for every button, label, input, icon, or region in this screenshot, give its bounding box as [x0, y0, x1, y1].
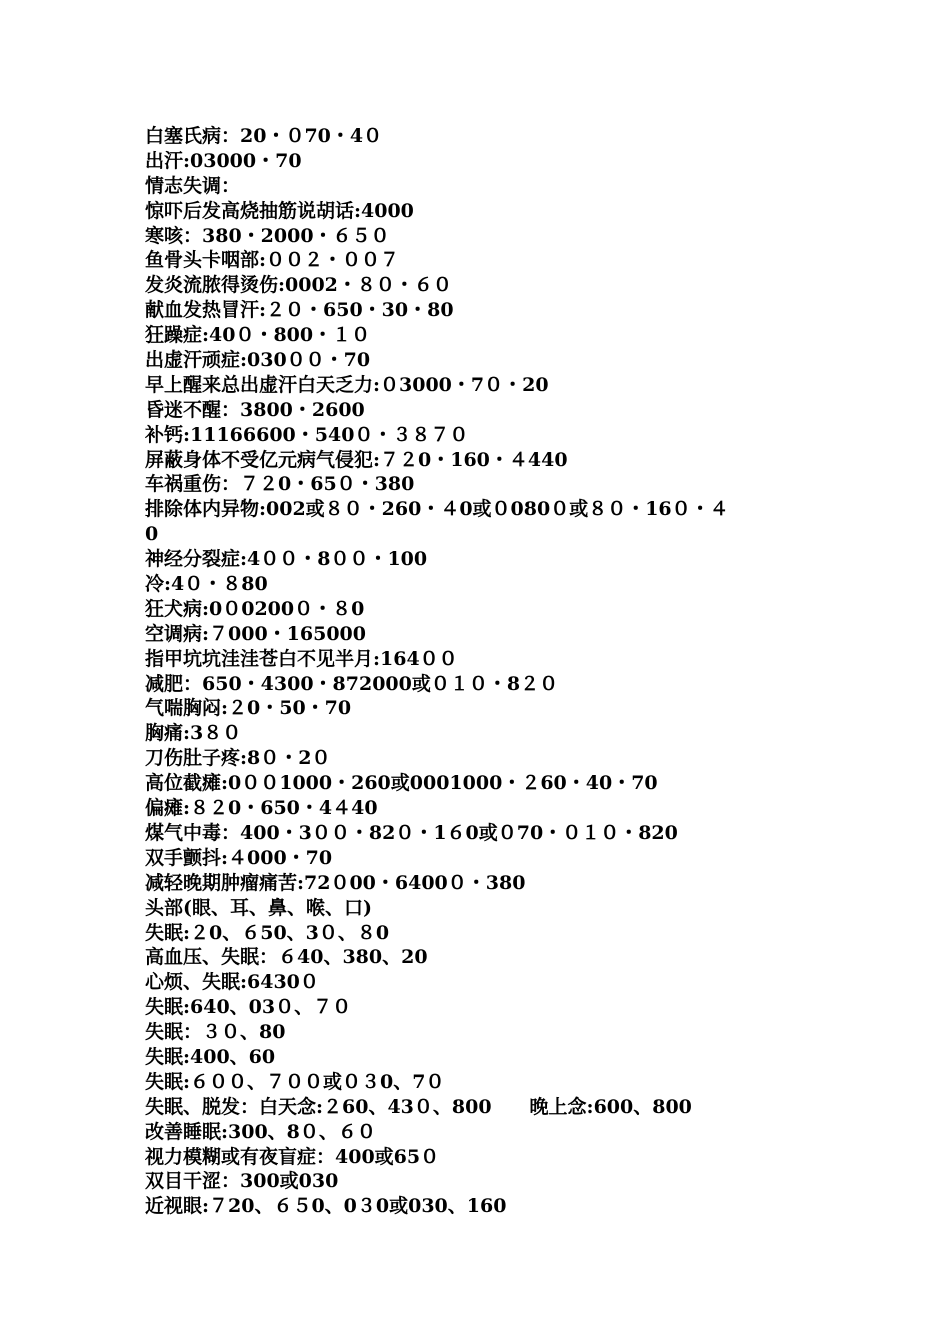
- text-line: 减轻晚期肿瘤痛苦:72０00・6400０・380: [145, 871, 526, 894]
- text-line: 失眠：３０、80: [145, 1021, 286, 1044]
- text-line: 失眠:400、60: [145, 1045, 276, 1068]
- text-line: 胸痛:3８０: [145, 722, 242, 745]
- document-page: [145, 124, 810, 1219]
- text-line: 减肥：650・4300・872000或０１０・8２０: [145, 672, 559, 695]
- text-line: 鱼骨头卡咽部:００２・００７: [145, 249, 400, 272]
- text-line: 排除体内异物:002或８０・260・４0或０080０或８０・16０・４: [145, 498, 729, 521]
- text-line: 昏迷不醒：3800・2600: [145, 398, 365, 421]
- text-line: 高位截瘫:0００1000・260或0001000・２60・40・70: [145, 772, 658, 795]
- text-line: 高血压、失眠：６40、380、20: [145, 946, 428, 969]
- section-heading: 情志失调：: [145, 174, 241, 197]
- text-line: 车祸重伤：７２0・65０・380: [145, 473, 415, 496]
- text-line: 双目干涩：300或030: [145, 1170, 339, 1193]
- text-line: 心烦、失眠:6430０: [145, 971, 319, 994]
- text-line: 白塞氏病：20・０70・4０: [145, 125, 383, 147]
- text-line: 气喘胸闷:２0・50・70: [145, 697, 352, 720]
- text-line: 煤气中毒：400・3００・82０・1６0或０70・０１０・820: [145, 821, 678, 844]
- text-line: 神经分裂症:4００・8００・100: [145, 548, 428, 571]
- text-line: 指甲坑坑洼洼苍白不见半月:164００: [145, 647, 458, 670]
- text-line: 失眠:２0、６50、3０、８0: [145, 921, 390, 944]
- text-line: 双手颤抖:４000・70: [145, 846, 333, 869]
- text-line: 出虚汗顽症:030００・70: [145, 349, 371, 372]
- text-line: 补钙:11166600・540０・３８７０: [145, 423, 469, 446]
- text-line: 0: [145, 523, 159, 546]
- text-line: 献血发热冒汗:２０・650・30・80: [145, 299, 454, 322]
- text-line: 屏蔽身体不受亿元病气侵犯:７２0・160・４440: [145, 448, 568, 471]
- text-line: 早上醒来总出虚汗白天乏力:０3000・7０・20: [145, 373, 549, 396]
- text-line: 偏瘫:８２0・650・4４40: [145, 797, 378, 820]
- text-line: 寒咳：380・2000・６５０: [145, 224, 390, 247]
- text-line: 改善睡眠:300、8０、６０: [145, 1120, 376, 1143]
- text-line: 出汗:03000・70: [145, 149, 302, 172]
- text-line: 刀伤肚子疼:8０・2０: [145, 747, 331, 770]
- text-line: 失眠:６００、７００或０３0、7０: [145, 1070, 445, 1093]
- text-line: 失眠、脱发：白天念:２60、43０、800 晚上念:600、800: [145, 1095, 692, 1118]
- text-line: 狂犬病:0０0200０・８0: [145, 597, 365, 620]
- section-heading: 头部(眼、耳、鼻、喉、口): [145, 896, 372, 919]
- text-line: 惊吓后发高烧抽筋说胡话:4000: [145, 199, 414, 222]
- text-line: 发炎流脓得烫伤:0002・８０・６０: [145, 274, 452, 297]
- text-line: 狂躁症:40０・800・１０: [145, 324, 371, 347]
- text-line: 失眠:640、03０、７０: [145, 996, 352, 1019]
- text-line: 视力模糊或有夜盲症：400或65０: [145, 1145, 440, 1168]
- text-line: 冷:4０・８80: [145, 573, 268, 596]
- text-line: 近视眼:７20、６５0、0３0或030、160: [145, 1195, 507, 1218]
- text-line: 空调病:７000・165000: [145, 622, 366, 645]
